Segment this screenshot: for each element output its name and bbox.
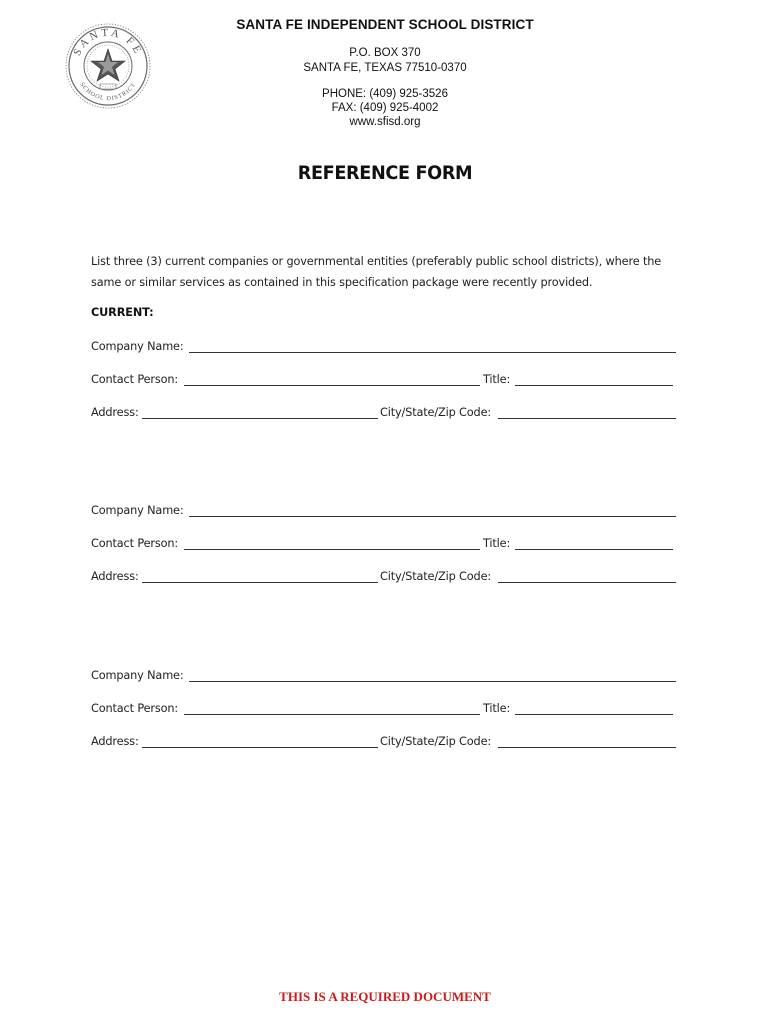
address-field[interactable] <box>142 418 378 419</box>
title-label: Title: <box>483 702 511 715</box>
svg-text:SCHOOL DISTRICT: SCHOOL DISTRICT <box>78 81 138 103</box>
contact-person-label: Contact Person: <box>91 373 179 386</box>
company-name-label: Company Name: <box>91 340 184 353</box>
form-title: REFERENCE FORM <box>297 162 473 184</box>
company-name-row <box>91 669 677 685</box>
city-state-zip-label: City/State/Zip Code: <box>380 406 492 419</box>
contact-person-label: Contact Person: <box>91 702 179 715</box>
po-box: P.O. BOX 370 <box>349 47 421 59</box>
form-instructions: List three (3) current companies or governmental entities (preferably public school districts), where the same or similar services as contained in this specification package were recently provided. <box>91 255 662 289</box>
city-state-zip-label: City/State/Zip Code: <box>380 570 492 583</box>
company-name-row <box>91 504 677 520</box>
address-label: Address: <box>91 570 139 583</box>
city-state-zip-field[interactable] <box>498 418 676 419</box>
title-field[interactable] <box>515 385 673 386</box>
fax-number: FAX: (409) 925-4002 <box>331 102 439 114</box>
title-label: Title: <box>483 537 511 550</box>
city-state-zip-label: City/State/Zip Code: <box>380 735 492 748</box>
contact-person-field[interactable] <box>184 714 480 715</box>
contact-row <box>91 537 677 553</box>
company-name-field[interactable] <box>189 681 676 682</box>
company-name-field[interactable] <box>189 352 676 353</box>
contact-row <box>91 702 677 718</box>
city-state-zip-field[interactable] <box>498 747 676 748</box>
address-row <box>91 570 677 586</box>
company-name-label: Company Name: <box>91 669 184 682</box>
company-name-label: Company Name: <box>91 504 184 517</box>
city-state-zip-field[interactable] <box>498 582 676 583</box>
address-field[interactable] <box>142 582 378 583</box>
title-field[interactable] <box>515 549 673 550</box>
address-row <box>91 406 677 422</box>
address-row <box>91 735 677 751</box>
city-state-zip: SANTA FE, TEXAS 77510-0370 <box>303 62 467 74</box>
phone-number: PHONE: (409) 925-3526 <box>322 88 448 100</box>
address-label: Address: <box>91 735 139 748</box>
title-label: Title: <box>483 373 511 386</box>
website-link[interactable]: www.sfisd.org <box>349 116 421 128</box>
address-label: Address: <box>91 406 139 419</box>
contact-person-label: Contact Person: <box>91 537 179 550</box>
svg-text:SANTA FE: SANTA FE <box>71 26 145 58</box>
contact-person-field[interactable] <box>184 549 480 550</box>
company-name-row <box>91 340 677 356</box>
company-name-field[interactable] <box>189 516 676 517</box>
address-field[interactable] <box>142 747 378 748</box>
district-name: SANTA FE INDEPENDENT SCHOOL DISTRICT <box>236 17 534 32</box>
contact-person-field[interactable] <box>184 385 480 386</box>
title-field[interactable] <box>515 714 673 715</box>
section-label-current: CURRENT: <box>91 306 154 319</box>
required-document-notice: THIS IS A REQUIRED DOCUMENT <box>279 989 491 1004</box>
contact-row <box>91 373 677 389</box>
